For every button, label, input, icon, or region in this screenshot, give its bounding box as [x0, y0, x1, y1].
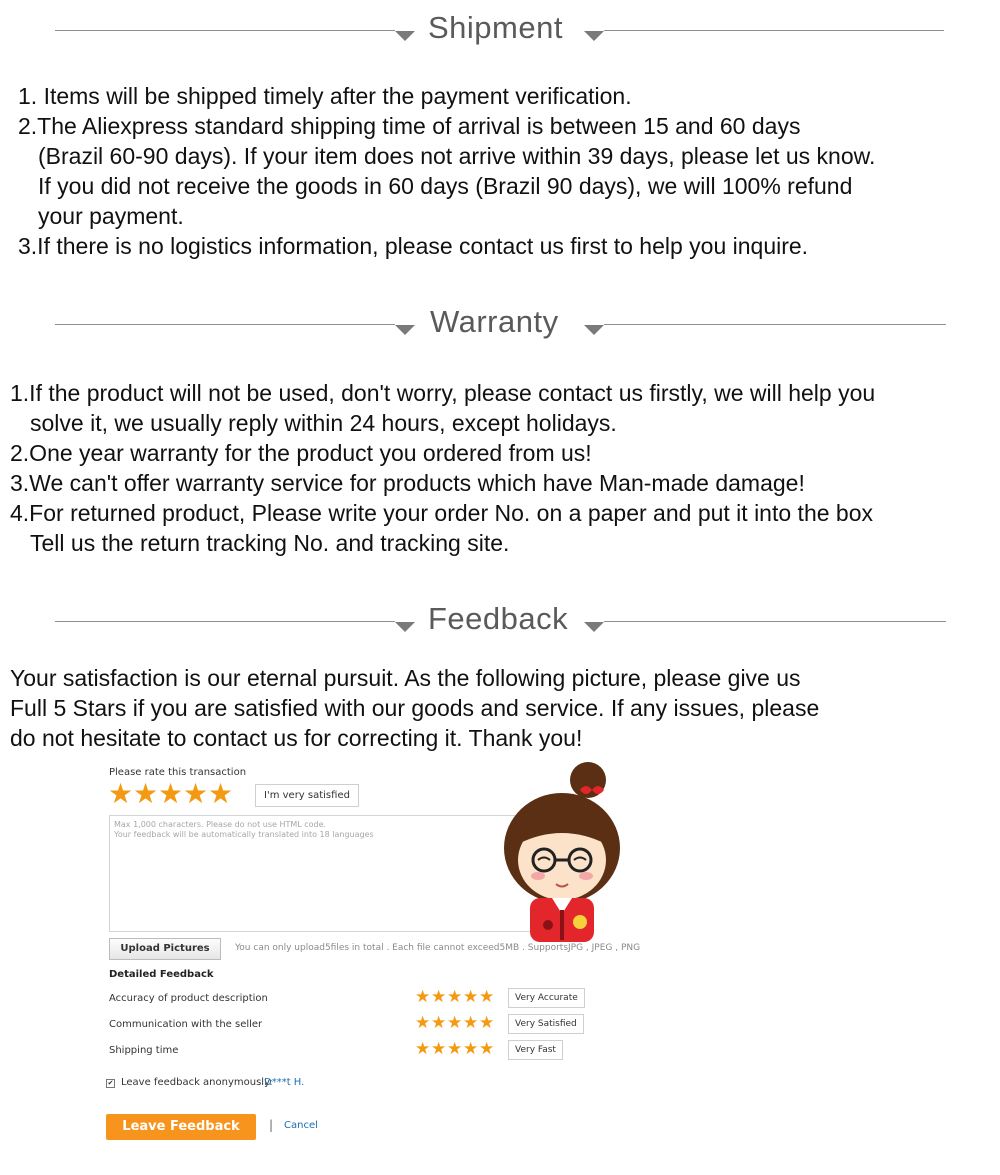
- warranty-line: Tell us the return tracking No. and tracking site.: [30, 530, 510, 556]
- overall-rating-bubble: I'm very satisfied: [255, 784, 359, 807]
- star-icon[interactable]: ★: [415, 1013, 431, 1033]
- cancel-link[interactable]: Cancel: [284, 1120, 318, 1131]
- triangle-down-icon: [584, 31, 604, 41]
- star-icon[interactable]: ★: [463, 1013, 479, 1033]
- divider-line-right: [604, 621, 946, 622]
- star-icon[interactable]: ★: [479, 1013, 495, 1033]
- star-icon[interactable]: ★: [479, 987, 495, 1007]
- shipment-line: 1. Items will be shipped timely after the payment verification.: [18, 83, 632, 109]
- feedback-textarea[interactable]: [109, 815, 541, 932]
- rate-label: Please rate this transaction: [109, 767, 247, 778]
- warranty-header: [0, 302, 1000, 352]
- star-icon[interactable]: ★: [479, 1039, 495, 1059]
- star-icon[interactable]: ★: [463, 1039, 479, 1059]
- detail-rating-bubble: Very Fast: [508, 1040, 563, 1060]
- star-icon[interactable]: ★: [208, 777, 234, 810]
- feedback-form-illustration: [100, 760, 700, 1160]
- star-icon[interactable]: ★: [431, 987, 447, 1007]
- triangle-down-icon: [584, 325, 604, 335]
- feedback-title: Feedback: [428, 601, 569, 636]
- cartoon-girl-illustration: [500, 760, 630, 945]
- shipment-line: your payment.: [38, 203, 184, 229]
- star-icon[interactable]: ★: [158, 777, 184, 810]
- star-icon[interactable]: ★: [183, 777, 209, 810]
- warranty-line: solve it, we usually reply within 24 hours, except holidays.: [30, 410, 617, 436]
- triangle-down-icon: [584, 622, 604, 632]
- overall-star-rating[interactable]: [108, 777, 238, 810]
- detail-rating-bubble: Very Satisfied: [508, 1014, 584, 1034]
- shipment-line: 3.If there is no logistics information, please contact us first to help you inquire.: [18, 233, 809, 259]
- triangle-down-icon: [395, 325, 415, 335]
- divider-line-right: [604, 30, 944, 31]
- divider-line-left: [55, 621, 395, 622]
- star-icon[interactable]: ★: [431, 1013, 447, 1033]
- star-icon[interactable]: ★: [431, 1039, 447, 1059]
- detail-row-label: Accuracy of product description: [109, 993, 268, 1004]
- textarea-hint: Your feedback will be automatically translated into 18 languages: [114, 830, 374, 839]
- feedback-line: do not hesitate to contact us for correcting it. Thank you!: [10, 725, 583, 751]
- warranty-title: Warranty: [430, 304, 559, 339]
- upload-pictures-button[interactable]: Upload Pictures: [109, 938, 221, 960]
- star-icon[interactable]: ★: [108, 777, 134, 810]
- triangle-down-icon: [395, 622, 415, 632]
- warranty-line: 4.For returned product, Please write your order No. on a paper and put it into the box: [10, 500, 873, 526]
- warranty-line: 2.One year warranty for the product you ordered from us!: [10, 440, 592, 466]
- detail-row-label: Communication with the seller: [109, 1019, 263, 1030]
- anonymous-label: Leave feedback anonymously:: [121, 1077, 273, 1088]
- shipment-title: Shipment: [428, 10, 563, 45]
- shipment-line: (Brazil 60-90 days). If your item does not arrive within 39 days, please let us know.: [38, 143, 876, 169]
- triangle-down-icon: [395, 31, 415, 41]
- shipment-line: 2.The Aliexpress standard shipping time of arrival is between 15 and 60 days: [18, 113, 801, 139]
- upload-hint: You can only upload5files in total . Each file cannot exceed5MB . SupportsJPG , JPEG , PNG: [235, 943, 641, 953]
- detailed-feedback-title: Detailed Feedback: [109, 969, 214, 980]
- star-icon[interactable]: ★: [133, 777, 159, 810]
- anonymous-name: D***t H.: [264, 1077, 305, 1088]
- feedback-line: Your satisfaction is our eternal pursuit. As the following picture, please give us: [10, 665, 801, 691]
- divider-line-left: [55, 30, 395, 31]
- detail-row-label: Shipping time: [109, 1045, 179, 1056]
- star-icon[interactable]: ★: [447, 987, 463, 1007]
- feedback-text: [10, 663, 819, 753]
- leave-feedback-button[interactable]: Leave Feedback: [106, 1114, 256, 1140]
- textarea-hint: Max 1,000 characters. Please do not use HTML code.: [114, 820, 327, 829]
- separator: |: [269, 1118, 274, 1132]
- star-icon[interactable]: ★: [447, 1039, 463, 1059]
- shipment-header: [0, 8, 1000, 58]
- divider-line-left: [55, 324, 395, 325]
- shipment-text: [18, 81, 875, 261]
- detail-rating-bubble: Very Accurate: [508, 988, 585, 1008]
- shipment-line: If you did not receive the goods in 60 days (Brazil 90 days), we will 100% refund: [38, 173, 853, 199]
- star-icon[interactable]: ★: [415, 1039, 431, 1059]
- warranty-line: 3.We can't offer warranty service for products which have Man-made damage!: [10, 470, 805, 496]
- feedback-header: [0, 599, 1000, 649]
- star-icon[interactable]: ★: [415, 987, 431, 1007]
- warranty-line: 1.If the product will not be used, don't worry, please contact us firstly, we will help you: [10, 380, 876, 406]
- star-icon[interactable]: ★: [463, 987, 479, 1007]
- star-icon[interactable]: ★: [447, 1013, 463, 1033]
- feedback-line: Full 5 Stars if you are satisfied with our goods and service. If any issues, please: [10, 695, 820, 721]
- divider-line-right: [604, 324, 946, 325]
- warranty-text: [10, 378, 875, 558]
- anonymous-checkbox[interactable]: ✔: [107, 1079, 114, 1087]
